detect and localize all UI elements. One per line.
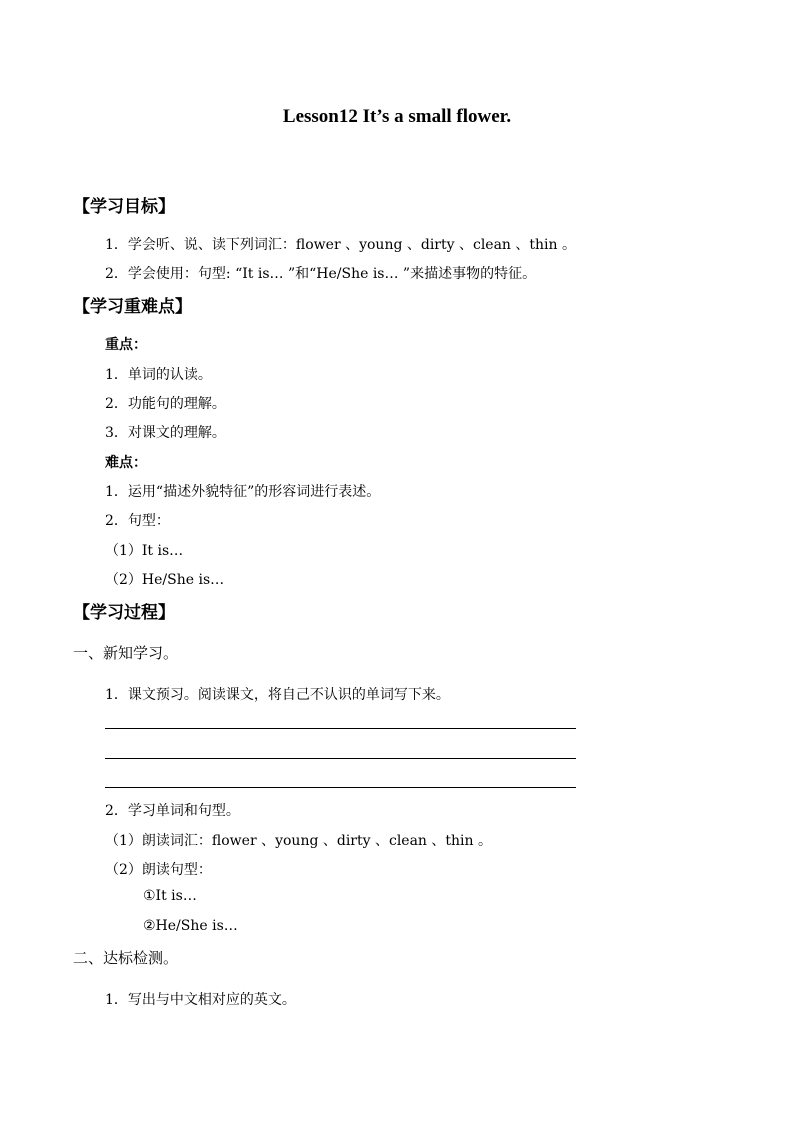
goal-item-2: 2．学会使用：句型: “It is… ”和“He/She is… ”来描述事物的特征。 [105, 266, 537, 282]
part1-title: 一、新知学习。 [73, 644, 179, 662]
section-heading-goals: 【学习目标】 [73, 197, 175, 217]
part2-title: 二、达标检测。 [73, 949, 179, 967]
answer-line-1[interactable] [105, 728, 576, 729]
difficult-item-4: （2）He/She is… [105, 572, 225, 588]
important-item-3: 3．对课文的理解。 [105, 425, 226, 441]
important-item-1: 1．单词的认读。 [105, 367, 212, 383]
part2-item-1: 1．写出与中文相对应的英文。 [105, 992, 296, 1008]
sentence-1: ①It is… [143, 888, 197, 904]
goal-item-1: 1．学会听、说、读下列词汇：flower 、young 、dirty 、clean 、thin 。 [105, 237, 576, 253]
part1-item-2: 2．学习单词和句型。 [105, 803, 240, 819]
answer-line-3[interactable] [105, 787, 576, 788]
difficult-item-3: （1）It is… [105, 543, 184, 559]
important-item-2: 2．功能句的理解。 [105, 396, 226, 412]
section-heading-process: 【学习过程】 [73, 603, 175, 623]
difficult-label: 难点： [105, 455, 147, 471]
part1-item-1: 1．课文预习。阅读课文，将自己不认识的单词写下来。 [105, 687, 450, 703]
sentence-2: ②He/She is… [143, 918, 238, 934]
answer-line-2[interactable] [105, 758, 576, 759]
part1-sub-1: （1）朗读词汇：flower 、young 、dirty 、clean 、thin 。 [105, 833, 492, 849]
difficult-item-1: 1．运用“描述外貌特征”的形容词进行表述。 [105, 484, 381, 500]
difficult-item-2: 2．句型： [105, 513, 170, 529]
part1-sub-2: （2）朗读句型： [105, 862, 212, 878]
page-title: Lesson12 It’s a small flower. [282, 106, 512, 127]
important-label: 重点： [105, 337, 147, 353]
section-heading-key-points: 【学习重难点】 [73, 297, 192, 317]
